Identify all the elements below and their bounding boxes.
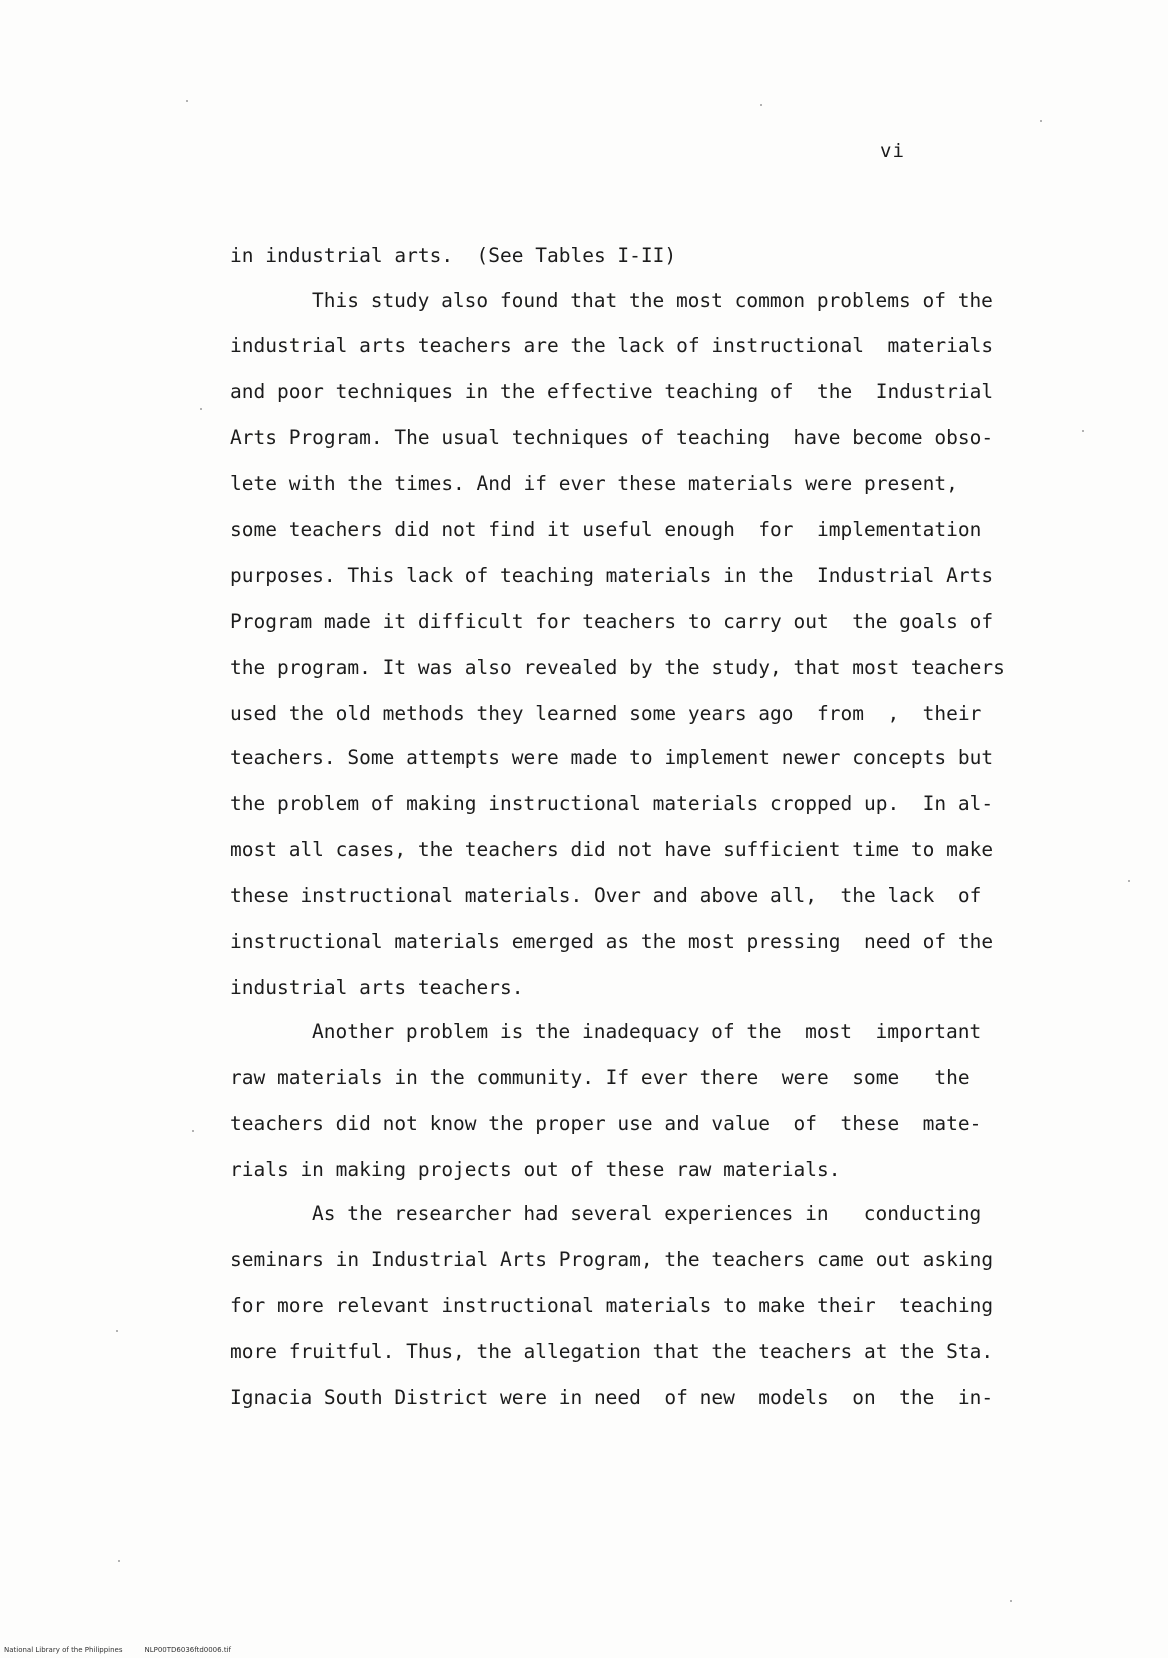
- text-line: the program. It was also revealed by the study, that most teachers: [230, 656, 1005, 679]
- footer-file: NLP00TD6036ftd0006.tif: [144, 1646, 231, 1654]
- scan-footer: [4, 1646, 253, 1654]
- paragraph-first-line: This study also found that the most common problems of the: [312, 289, 993, 312]
- text-line: teachers did not know the proper use and value of these mate-: [230, 1112, 982, 1135]
- text-line: purposes. This lack of teaching materials in the Industrial Arts: [230, 564, 994, 587]
- page-number: vi: [880, 140, 905, 162]
- text-line: the problem of making instructional materials cropped up. In al-: [230, 792, 994, 815]
- text-line: teachers. Some attempts were made to implement newer concepts but: [230, 746, 994, 769]
- text-line: lete with the times. And if ever these materials were present,: [230, 472, 958, 495]
- text-line: seminars in Industrial Arts Program, the teachers came out asking: [230, 1248, 994, 1271]
- text-line: these instructional materials. Over and above all, the lack of: [230, 884, 982, 907]
- scan-speck: [1040, 120, 1042, 122]
- text-line: for more relevant instructional materials to make their teaching: [230, 1294, 994, 1317]
- footer-library: National Library of the Philippines: [4, 1646, 123, 1654]
- scan-speck: [192, 1130, 194, 1132]
- scan-speck: [186, 100, 188, 102]
- text-line: some teachers did not find it useful enough for implementation: [230, 518, 982, 541]
- text-line: industrial arts teachers.: [230, 976, 524, 999]
- scan-speck: [760, 104, 762, 106]
- scan-speck: [200, 408, 202, 410]
- text-line: industrial arts teachers are the lack of instructional materials: [230, 334, 994, 357]
- text-line: most all cases, the teachers did not have sufficient time to make: [230, 838, 994, 861]
- scan-speck: [116, 1330, 118, 1332]
- text-line: in industrial arts. (See Tables I-II): [230, 244, 677, 267]
- scan-speck: [118, 1560, 120, 1562]
- text-line: and poor techniques in the effective teaching of the Industrial: [230, 380, 994, 403]
- scan-speck: [1010, 1600, 1012, 1602]
- text-line: used the old methods they learned some years ago from , their: [230, 702, 982, 725]
- scan-speck: [1082, 430, 1084, 432]
- text-line: Arts Program. The usual techniques of teaching have become obso-: [230, 426, 994, 449]
- text-line: more fruitful. Thus, the allegation that the teachers at the Sta.: [230, 1340, 994, 1363]
- text-line: Program made it difficult for teachers to carry out the goals of: [230, 610, 994, 633]
- text-line: Ignacia South District were in need of new models on the in-: [230, 1386, 994, 1409]
- text-line: raw materials in the community. If ever there were some the: [230, 1066, 970, 1089]
- paragraph-first-line: As the researcher had several experiences in conducting: [312, 1202, 982, 1225]
- text-line: rials in making projects out of these raw materials.: [230, 1158, 841, 1181]
- text-line: instructional materials emerged as the most pressing need of the: [230, 930, 994, 953]
- scan-speck: [1128, 880, 1130, 882]
- paragraph-first-line: Another problem is the inadequacy of the most important: [312, 1020, 982, 1043]
